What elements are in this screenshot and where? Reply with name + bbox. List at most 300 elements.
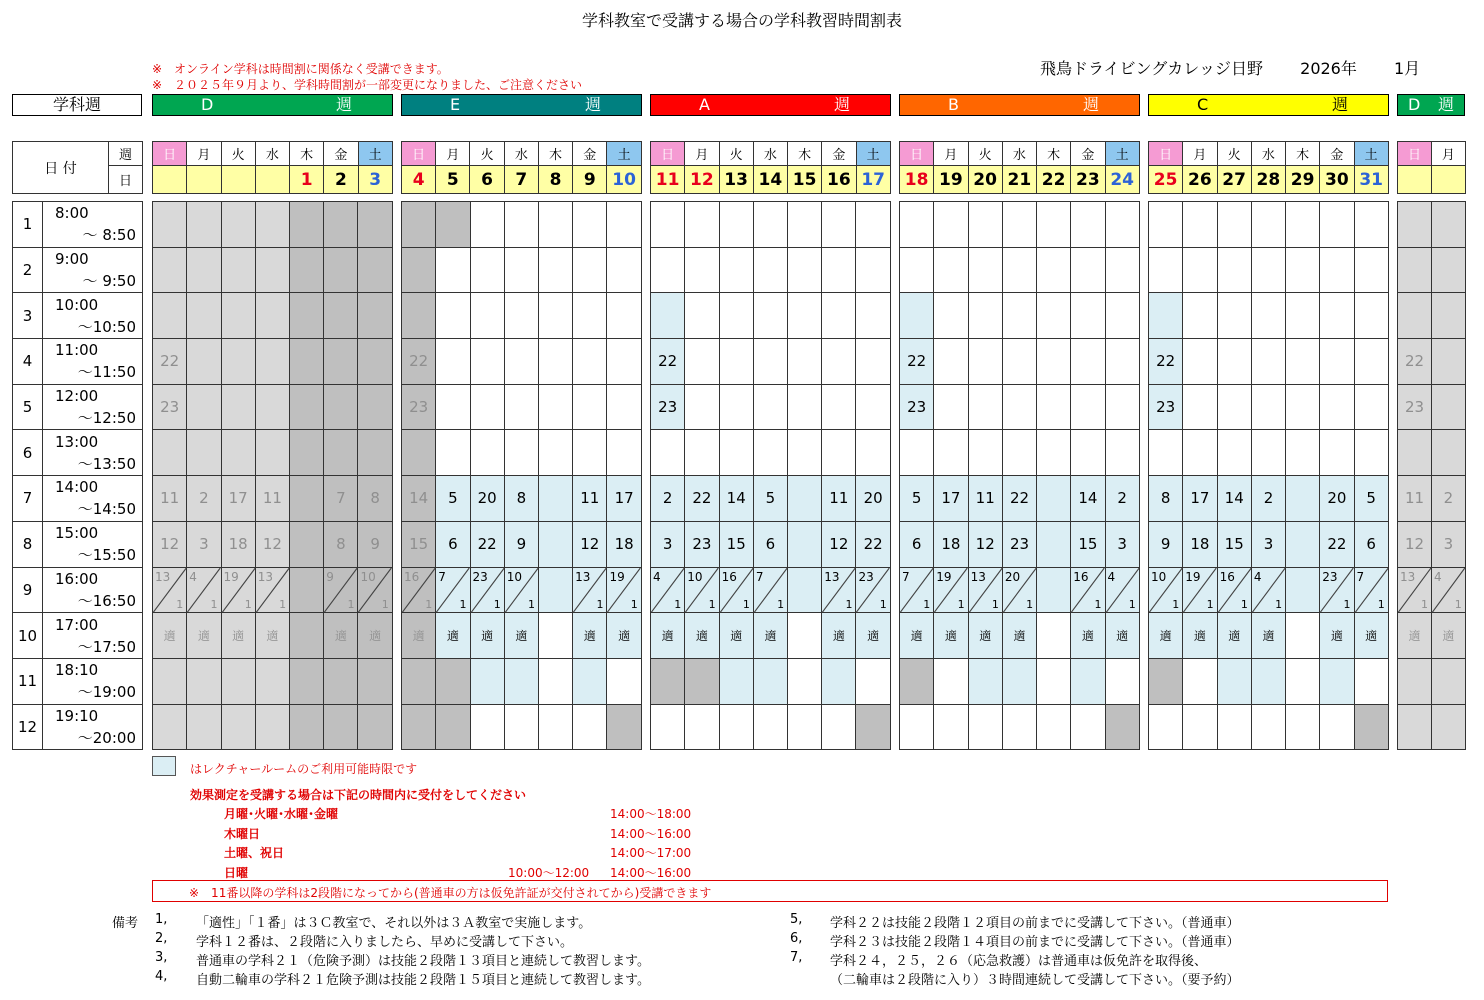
slot-cell	[934, 247, 968, 293]
slot-cell	[900, 567, 934, 613]
weekday-cell: 水	[753, 142, 787, 166]
slot-cell	[539, 521, 573, 567]
slot-cell	[1037, 293, 1071, 339]
slot-cell	[900, 202, 934, 248]
weekday-cell: 水	[1251, 142, 1285, 166]
measure-extra: 10:00～12:00	[508, 865, 590, 880]
slot-cell	[1037, 339, 1071, 385]
slot-cell	[504, 430, 538, 476]
slot-cell	[651, 247, 685, 293]
slot-cell	[1217, 247, 1251, 293]
slot-cell: 22	[651, 339, 685, 385]
slot-cell	[1071, 658, 1105, 704]
period-no: 1	[13, 202, 43, 248]
slot-cell	[358, 430, 392, 476]
slot-cell	[539, 613, 573, 659]
date-cell	[1431, 166, 1465, 194]
period-row	[13, 567, 143, 613]
period-time	[43, 339, 143, 385]
slot-cell	[607, 704, 641, 750]
slot-cell	[290, 430, 324, 476]
slot-row	[900, 247, 1140, 293]
weekday-row	[900, 142, 1140, 166]
slot-top: 16	[1073, 569, 1089, 584]
period-no: 7	[13, 476, 43, 522]
slot-cell	[1286, 567, 1320, 613]
slot-bottom: 1	[845, 598, 853, 612]
slot-cell	[1149, 658, 1183, 704]
slot-row	[1149, 567, 1389, 613]
slot-row	[900, 704, 1140, 750]
slot-cell	[539, 247, 573, 293]
weekday-cell: 月	[685, 142, 719, 166]
slot-cell	[651, 567, 685, 613]
slot-cell	[1071, 247, 1105, 293]
org-header	[1040, 56, 1452, 79]
slot-cell	[153, 567, 187, 613]
period-to: ～17:50	[77, 637, 136, 656]
period-to: ～12:50	[77, 409, 136, 428]
slot-cell	[436, 704, 470, 750]
slot-cell: 15	[1217, 521, 1251, 567]
slot-cell	[1037, 521, 1071, 567]
slot-cell	[358, 293, 392, 339]
remark-no: 6,	[790, 931, 803, 946]
slot-cell	[822, 567, 856, 613]
slot-cell	[1105, 293, 1139, 339]
slot-cell	[934, 293, 968, 339]
slot-cell: 12	[573, 521, 607, 567]
week-name: C	[1197, 95, 1209, 114]
slot-bottom: 1	[957, 598, 965, 612]
slot-row	[402, 293, 642, 339]
date-cell: 19	[934, 166, 968, 194]
slot-cell: 18	[1183, 521, 1217, 567]
slot-cell	[1002, 202, 1036, 248]
date-row	[1398, 166, 1466, 194]
slot-top: 23	[858, 569, 874, 584]
slot-cell	[1354, 430, 1388, 476]
slot-cell	[1398, 202, 1432, 248]
slot-bottom: 1	[879, 598, 887, 612]
slot-cell	[651, 658, 685, 704]
slot-cell: 23	[1398, 384, 1432, 430]
slot-cell: 23	[651, 384, 685, 430]
period-row	[13, 704, 143, 750]
period-to: ～10:50	[77, 317, 136, 336]
slot-cell	[290, 339, 324, 385]
slot-cell	[1217, 704, 1251, 750]
week-name: B	[948, 95, 959, 114]
date-cell: 31	[1354, 166, 1388, 194]
date-cell	[153, 166, 187, 194]
page-title: 学科教室で受講する場合の学科教習時間割表	[581, 11, 902, 30]
slot-top: 19	[609, 569, 625, 584]
period-to: ～13:50	[77, 454, 136, 473]
slot-cell	[187, 430, 221, 476]
slot-cell	[290, 384, 324, 430]
slot-row	[1149, 704, 1389, 750]
slot-cell	[1002, 293, 1036, 339]
slot-cell	[1431, 247, 1465, 293]
slot-cell: 5	[1354, 476, 1388, 522]
slot-cell	[1251, 202, 1285, 248]
slot-top: 4	[1433, 569, 1442, 584]
period-time	[43, 567, 143, 613]
slot-cell	[753, 339, 787, 385]
slot-cell	[968, 430, 1002, 476]
remark-text: （二輪車は２段階に入り）３時間連続して受講して下さい。（要予約）	[830, 973, 1240, 988]
slot-cell	[1105, 339, 1139, 385]
measure-time: 14:00～16:00	[610, 826, 692, 841]
date-row	[402, 166, 642, 194]
slot-cell	[1002, 430, 1036, 476]
period-no: 10	[13, 613, 43, 659]
slot-row	[651, 247, 891, 293]
slot-cell	[753, 430, 787, 476]
slot-cell	[358, 658, 392, 704]
period-from: 16:00	[55, 569, 99, 588]
week-band-1	[401, 94, 642, 116]
slot-cell	[1002, 339, 1036, 385]
date-cell: 17	[856, 166, 890, 194]
slot-cell	[685, 247, 719, 293]
slot-cell: 11	[153, 476, 187, 522]
slot-cell	[719, 247, 753, 293]
slot-cell	[934, 339, 968, 385]
date-cell	[255, 166, 289, 194]
period-time	[43, 658, 143, 704]
slot-cell	[1105, 567, 1139, 613]
slot-cell	[539, 202, 573, 248]
slot-cell: 適	[719, 613, 753, 659]
slot-cell	[1251, 430, 1285, 476]
slot-bottom: 1	[1343, 598, 1351, 612]
week-table-4	[1148, 141, 1389, 194]
slot-row	[1398, 567, 1466, 613]
period-row	[13, 521, 143, 567]
slot-cell	[1183, 567, 1217, 613]
slot-cell	[1105, 430, 1139, 476]
slot-cell	[822, 339, 856, 385]
slot-cell	[358, 202, 392, 248]
date-row	[651, 166, 891, 194]
note-change: ※ ２０２５年９月より、学科時間割が一部変更になりました、ご注意ください	[152, 78, 583, 92]
slot-row	[153, 658, 393, 704]
slot-row	[153, 613, 393, 659]
date-label-row	[13, 142, 143, 166]
period-from: 17:00	[55, 615, 99, 634]
slot-cell	[651, 704, 685, 750]
weekday-row	[153, 142, 393, 166]
date-cell: 9	[573, 166, 607, 194]
slot-cell: 5	[753, 476, 787, 522]
slot-cell: 22	[1149, 339, 1183, 385]
slot-top: 9	[326, 569, 334, 584]
slot-cell	[1320, 384, 1354, 430]
slot-cell	[968, 293, 1002, 339]
slot-row	[651, 521, 891, 567]
slot-cell: 17	[607, 476, 641, 522]
slot-cell	[290, 476, 324, 522]
slot-row	[153, 430, 393, 476]
week-label: 学科週	[12, 94, 142, 116]
slot-cell: 15	[402, 521, 436, 567]
slot-cell	[788, 567, 822, 613]
slot-cell: 適	[900, 613, 934, 659]
slot-cell	[607, 202, 641, 248]
slot-row	[900, 476, 1140, 522]
slot-row	[1398, 202, 1466, 248]
week-band-2	[650, 94, 891, 116]
remark-no: 2,	[155, 931, 168, 946]
period-time	[43, 476, 143, 522]
weekday-cell: 月	[1431, 142, 1465, 166]
slot-cell	[1431, 658, 1465, 704]
period-no: 2	[13, 247, 43, 293]
slot-top: 13	[257, 569, 274, 584]
slot-row	[900, 567, 1140, 613]
slot-cell	[1037, 202, 1071, 248]
slot-cell	[1217, 567, 1251, 613]
slot-top: 7	[755, 569, 764, 584]
slot-cell	[934, 384, 968, 430]
slot-row	[402, 202, 642, 248]
slot-cell	[504, 658, 538, 704]
slot-cell	[255, 384, 289, 430]
slot-cell	[539, 704, 573, 750]
weekday-row	[402, 142, 642, 166]
slot-cell	[255, 704, 289, 750]
slot-cell	[685, 202, 719, 248]
slot-cell: 適	[753, 613, 787, 659]
slot-cell: 適	[856, 613, 890, 659]
weekday-cell: 金	[573, 142, 607, 166]
slot-cell	[753, 384, 787, 430]
slot-cell	[402, 567, 436, 613]
period-time	[43, 247, 143, 293]
slot-cell	[788, 202, 822, 248]
slot-bottom: 1	[923, 598, 931, 612]
slot-cell	[1320, 430, 1354, 476]
slot-cell	[1037, 384, 1071, 430]
slot-top: 13	[575, 569, 591, 584]
period-no: 6	[13, 430, 43, 476]
slot-cell: 6	[436, 521, 470, 567]
slot-cell	[1217, 658, 1251, 704]
slot-cell	[1002, 658, 1036, 704]
slot-cell: 適	[1105, 613, 1139, 659]
slot-cell	[1217, 430, 1251, 476]
slot-cell	[436, 658, 470, 704]
slot-cell	[470, 704, 504, 750]
slot-cell	[1105, 658, 1139, 704]
slot-row	[651, 339, 891, 385]
weekday-cell: 金	[822, 142, 856, 166]
weekday-cell: 土	[856, 142, 890, 166]
notice-box	[152, 880, 1388, 902]
slot-cell	[856, 247, 890, 293]
slot-row	[651, 613, 891, 659]
slot-cell: 22	[685, 476, 719, 522]
slot-cell: 14	[1071, 476, 1105, 522]
slot-cell	[504, 202, 538, 248]
week-char: 週	[1082, 95, 1099, 114]
slot-cell	[900, 247, 934, 293]
period-no: 9	[13, 567, 43, 613]
slot-top: 4	[1107, 569, 1116, 584]
slot-cell: 8	[324, 521, 358, 567]
slot-cell	[1071, 430, 1105, 476]
slot-row	[900, 613, 1140, 659]
slot-cell	[1320, 202, 1354, 248]
slot-cell	[1398, 704, 1432, 750]
shuu-label: 週	[109, 142, 143, 166]
slot-cell	[402, 430, 436, 476]
slot-cell	[436, 247, 470, 293]
weekday-cell: 金	[1320, 142, 1354, 166]
slot-row	[153, 521, 393, 567]
slot-cell	[753, 658, 787, 704]
slot-cell: 11	[255, 476, 289, 522]
period-from: 14:00	[55, 478, 99, 497]
weekday-cell: 土	[1105, 142, 1139, 166]
slot-cell	[968, 704, 1002, 750]
weekday-cell: 金	[1071, 142, 1105, 166]
slot-cell	[1286, 293, 1320, 339]
slot-row	[900, 339, 1140, 385]
period-table	[12, 201, 143, 750]
slot-row	[1149, 476, 1389, 522]
slot-cell: 11	[822, 476, 856, 522]
slot-cell	[290, 521, 324, 567]
period-no: 5	[13, 384, 43, 430]
slot-cell	[822, 704, 856, 750]
slot-cell	[573, 384, 607, 430]
slot-bottom: 1	[1094, 598, 1102, 612]
slot-cell: 適	[1071, 613, 1105, 659]
slot-cell	[1149, 704, 1183, 750]
period-from: 9:00	[55, 250, 89, 269]
slot-cell	[470, 430, 504, 476]
period-to: ～15:50	[77, 546, 136, 565]
slot-cell	[968, 567, 1002, 613]
slot-row	[900, 384, 1140, 430]
slot-bottom: 1	[244, 598, 252, 612]
date-cell: 20	[968, 166, 1002, 194]
slot-row	[153, 202, 393, 248]
slot-cell	[324, 202, 358, 248]
period-row	[13, 658, 143, 704]
slot-cell	[1149, 247, 1183, 293]
period-to: ～16:50	[77, 591, 136, 610]
slot-cell	[607, 384, 641, 430]
slot-cell	[719, 202, 753, 248]
slot-cell	[290, 658, 324, 704]
weekday-cell: 土	[1354, 142, 1388, 166]
slot-cell	[934, 704, 968, 750]
slot-cell	[1286, 384, 1320, 430]
period-from: 18:10	[55, 661, 99, 680]
date-cell: 13	[719, 166, 753, 194]
slot-cell	[1037, 613, 1071, 659]
slot-cell	[685, 384, 719, 430]
slot-top: 16	[1219, 569, 1235, 584]
slot-cell	[402, 704, 436, 750]
slot-row	[1398, 339, 1466, 385]
slot-cell	[504, 384, 538, 430]
slot-cell	[607, 430, 641, 476]
slot-cell	[1002, 247, 1036, 293]
slot-cell	[1071, 704, 1105, 750]
slot-cell	[1105, 247, 1139, 293]
slot-bottom: 1	[708, 598, 716, 612]
date-cell: 5	[436, 166, 470, 194]
slot-cell	[1217, 202, 1251, 248]
slot-bottom: 1	[425, 598, 433, 612]
slot-cell	[1251, 339, 1285, 385]
slot-cell: 適	[573, 613, 607, 659]
slot-cell: 6	[753, 521, 787, 567]
slot-cell	[573, 202, 607, 248]
slot-cell	[1286, 202, 1320, 248]
slot-cell: 5	[900, 476, 934, 522]
slot-row	[402, 339, 642, 385]
slot-cell: 20	[856, 476, 890, 522]
slot-cell	[1431, 339, 1465, 385]
slot-cell	[255, 293, 289, 339]
slot-row	[651, 384, 891, 430]
date-label-table	[12, 141, 143, 194]
slot-cell	[856, 339, 890, 385]
period-to: ～14:50	[77, 500, 136, 519]
slot-cell	[153, 293, 187, 339]
slot-cell: 適	[436, 613, 470, 659]
period-from: 10:00	[55, 295, 99, 314]
slot-bottom: 1	[1128, 598, 1136, 612]
measure-time: 14:00～17:00	[610, 846, 692, 860]
slot-cell	[436, 202, 470, 248]
date-cell: 29	[1286, 166, 1320, 194]
slot-cell	[1037, 567, 1071, 613]
slot-row	[1149, 613, 1389, 659]
weekday-cell: 日	[900, 142, 934, 166]
slot-cell	[607, 293, 641, 339]
slot-cell	[1286, 247, 1320, 293]
slot-cell	[324, 247, 358, 293]
slot-cell	[900, 704, 934, 750]
remark-text: 学科１２番は、２段階に入りましたら、早めに受講して下さい。	[196, 935, 574, 950]
slot-cell	[358, 247, 392, 293]
legend-swatch	[152, 756, 176, 776]
slot-cell	[788, 521, 822, 567]
weekday-cell: 月	[187, 142, 221, 166]
slot-top: 13	[155, 569, 171, 584]
slot-cell	[968, 658, 1002, 704]
period-time	[43, 521, 143, 567]
slot-top: 19	[1185, 569, 1201, 584]
weekday-cell: 木	[1037, 142, 1071, 166]
slot-bottom: 1	[991, 598, 999, 612]
date-cell: 2	[324, 166, 358, 194]
slot-bottom: 1	[1026, 598, 1034, 612]
slot-cell	[719, 293, 753, 339]
weekday-cell: 火	[470, 142, 504, 166]
period-from: 15:00	[55, 524, 99, 543]
slot-cell	[1251, 247, 1285, 293]
slot-cell	[187, 658, 221, 704]
slot-cell	[1037, 704, 1071, 750]
